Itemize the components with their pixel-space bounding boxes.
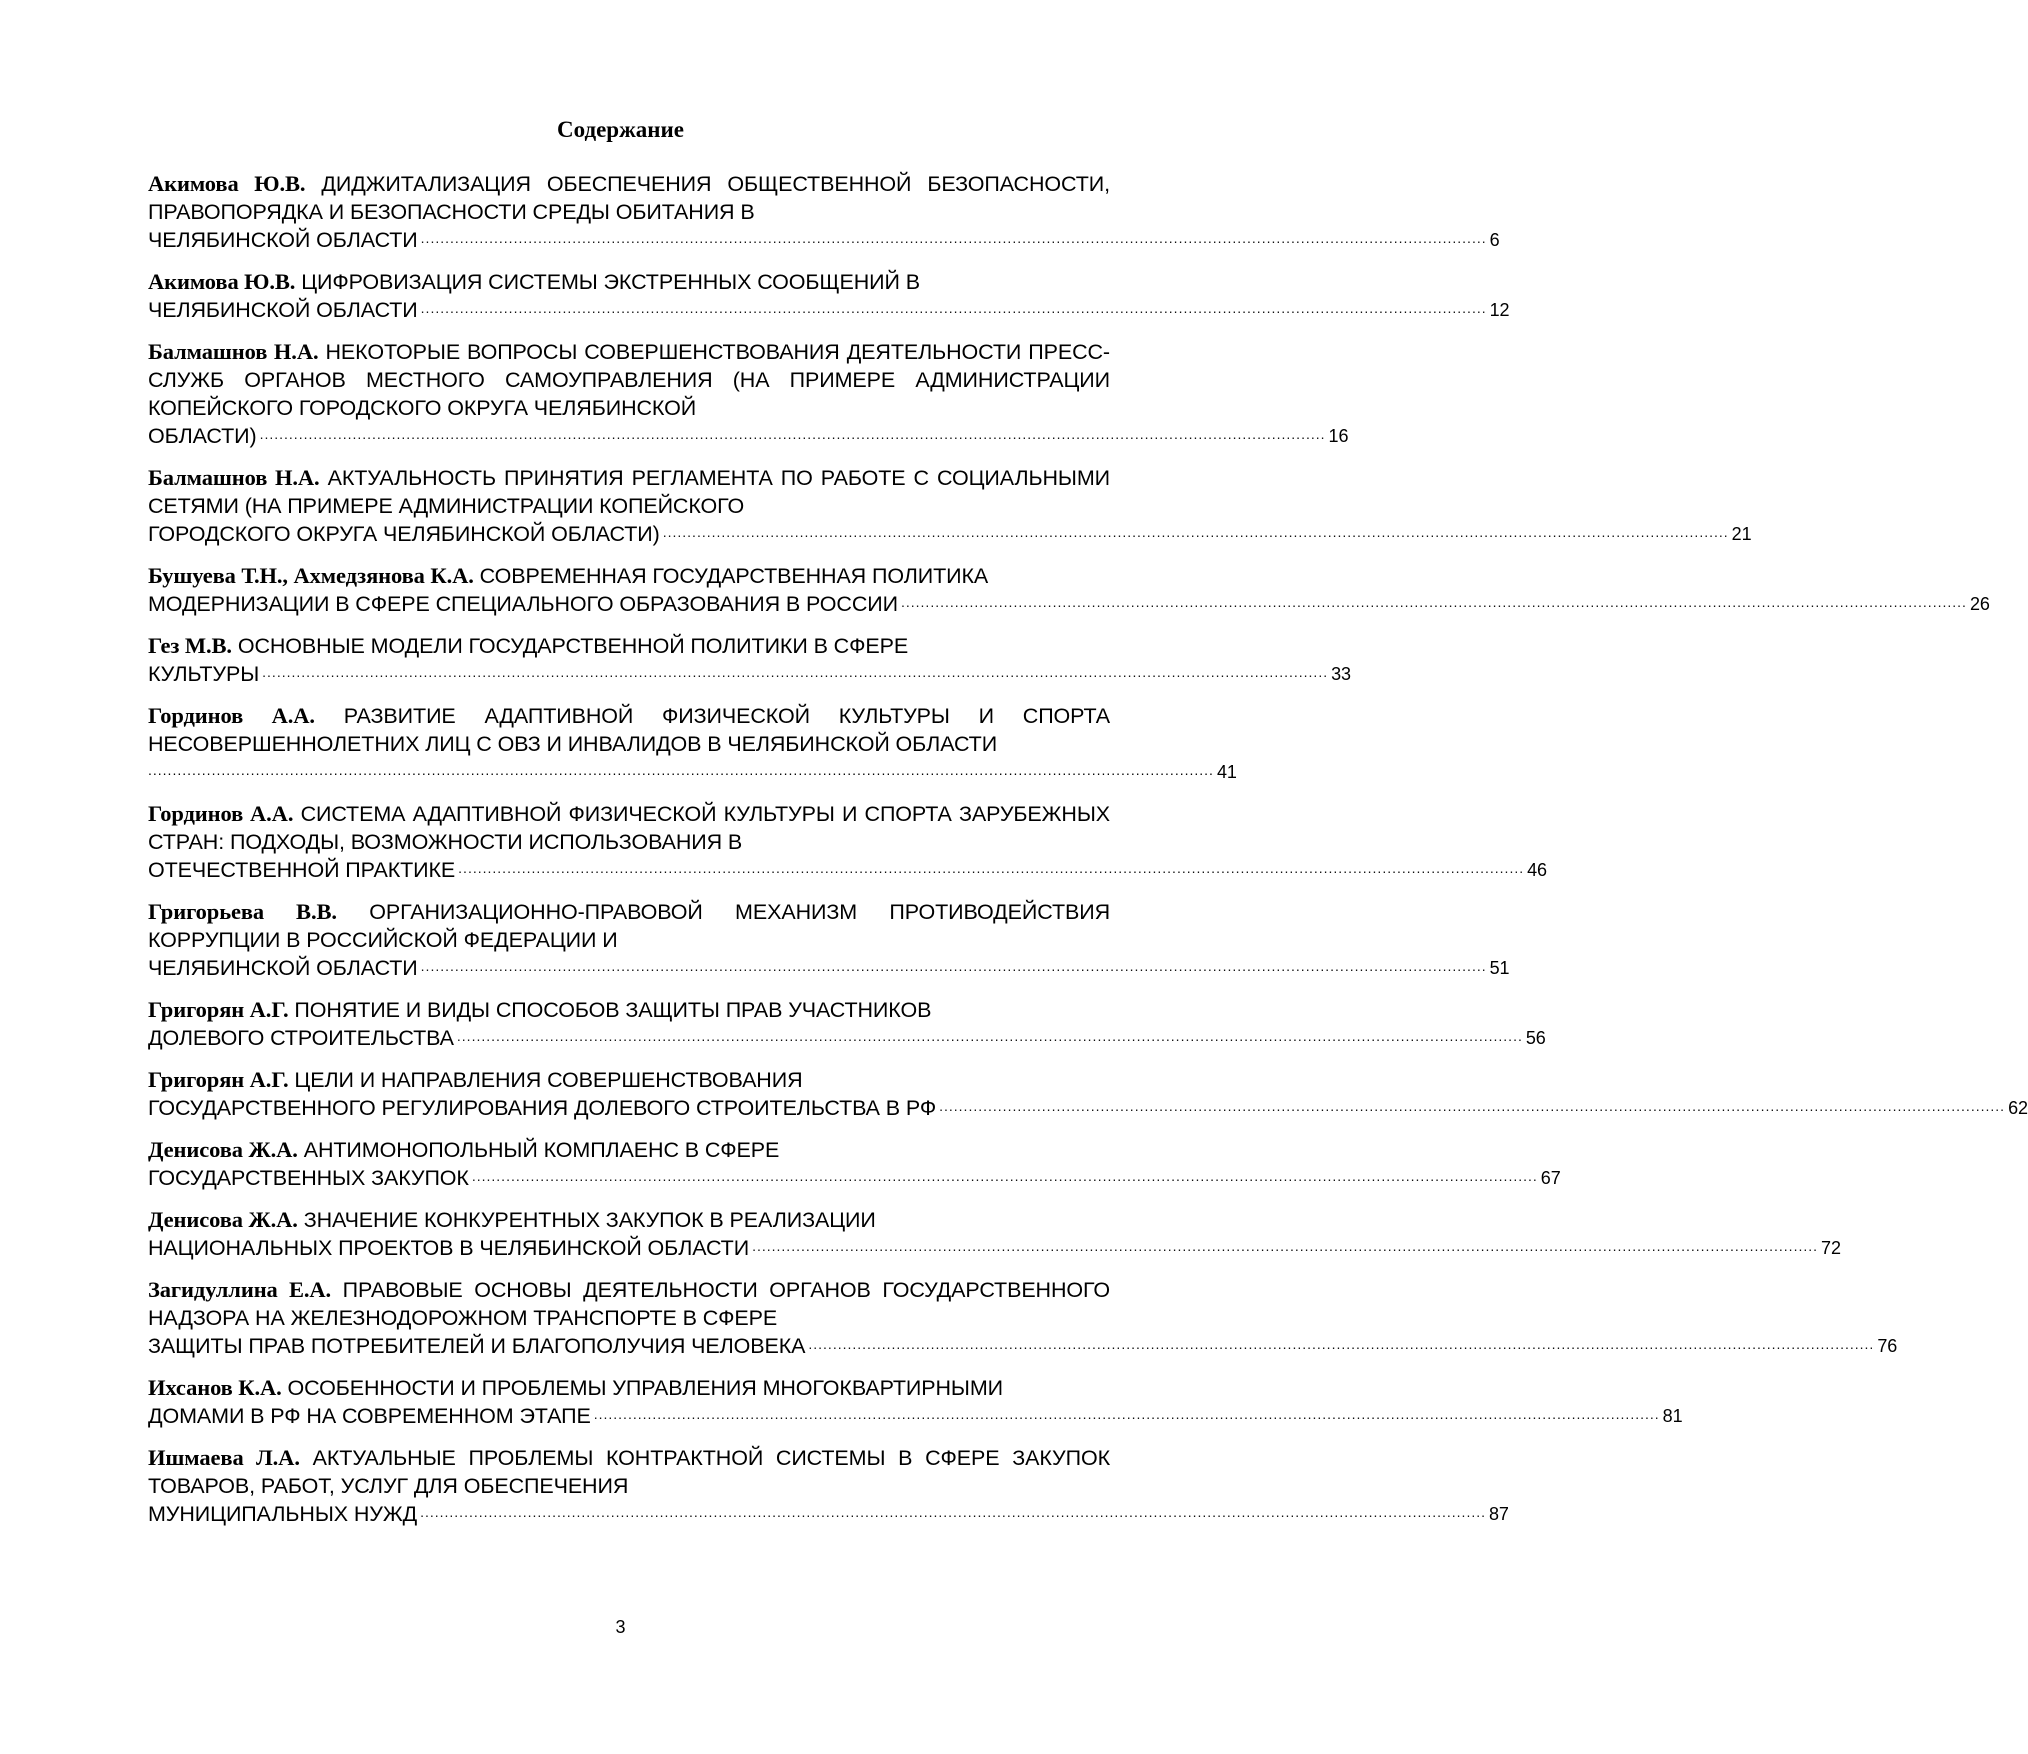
toc-entry[interactable]	[148, 1136, 1561, 1192]
toc-entry-page: 21	[1731, 524, 1752, 544]
toc-entry[interactable]	[148, 1374, 1683, 1430]
toc-entry-page: 56	[1525, 1028, 1546, 1048]
toc-entry[interactable]	[148, 1066, 2028, 1122]
toc-entry-author: Балмашнов Н.А.	[148, 339, 319, 364]
dot-leader: ..........................................................................................................................................................................................................................	[456, 1028, 1523, 1044]
dot-leader: ..........................................................................................................................................................................................................................	[808, 1336, 1875, 1352]
toc-entry[interactable]	[148, 1206, 1841, 1262]
toc-entry-text	[148, 1066, 1110, 1094]
toc-entry-author: Загидуллина Е.А.	[148, 1277, 332, 1302]
toc-entry-page: 16	[1328, 426, 1349, 446]
toc-entry[interactable]	[148, 464, 1752, 548]
table-of-contents	[148, 170, 2028, 1542]
dot-leader: ..........................................................................................................................................................................................................................	[420, 1504, 1487, 1520]
toc-entry-author: Акимова Ю.В.	[148, 171, 306, 196]
toc-entry-leader-line	[148, 856, 1547, 884]
dot-leader: ..........................................................................................................................................................................................................................	[752, 1238, 1819, 1254]
toc-entry-leader-line	[148, 520, 1752, 548]
toc-entry-page: 87	[1489, 1504, 1509, 1524]
toc-entry[interactable]	[148, 1444, 1509, 1528]
toc-entry-page: 46	[1527, 860, 1547, 880]
toc-entry-title: АКТУАЛЬНЫЕ ПРОБЛЕМЫ КОНТРАКТНОЙ СИСТЕМЫ В СФЕРЕ ЗАКУПОК ТОВАРОВ, РАБОТ, УСЛУГ ДЛЯ ОБЕСПЕЧЕНИЯ	[148, 1446, 1111, 1498]
toc-entry-title: НЕКОТОРЫЕ ВОПРОСЫ СОВЕРШЕНСТВОВАНИЯ ДЕЯТЕЛЬНОСТИ ПРЕСС-СЛУЖБ ОРГАНОВ МЕСТНОГО САМОУПРАВЛЕНИЯ (НА ПРИМЕРЕ АДМИНИСТРАЦИИ КОПЕЙСКОГО ГОРОДСКОГО ОКРУГА ЧЕЛЯБИНСКОЙ	[148, 340, 1110, 420]
toc-entry[interactable]	[148, 562, 1990, 618]
toc-entry-author: Акимова Ю.В.	[148, 269, 296, 294]
toc-entry-text	[148, 1136, 1110, 1164]
toc-entry-title-end: ЧЕЛЯБИНСКОЙ ОБЛАСТИ	[148, 228, 418, 252]
toc-entry-title: ОРГАНИЗАЦИОННО-ПРАВОВОЙ МЕХАНИЗМ ПРОТИВОДЕЙСТВИЯ КОРРУПЦИИ В РОССИЙСКОЙ ФЕДЕРАЦИИ И	[148, 900, 1110, 952]
toc-entry-title-end: ОБЛАСТИ)	[148, 424, 257, 448]
toc-entry-text	[148, 268, 1110, 296]
dot-leader: ..........................................................................................................................................................................................................................	[458, 860, 1525, 876]
toc-entry-title-end: МОДЕРНИЗАЦИИ В СФЕРЕ СПЕЦИАЛЬНОГО ОБРАЗОВАНИЯ В РОССИИ	[148, 592, 898, 616]
toc-entry-title: ЦЕЛИ И НАПРАВЛЕНИЯ СОВЕРШЕНСТВОВАНИЯ	[294, 1068, 803, 1092]
toc-entry-leader-line	[148, 1094, 2028, 1122]
toc-entry-title: СИСТЕМА АДАПТИВНОЙ ФИЗИЧЕСКОЙ КУЛЬТУРЫ И СПОРТА ЗАРУБЕЖНЫХ СТРАН: ПОДХОДЫ, ВОЗМОЖНОСТИ ИСПОЛЬЗОВАНИЯ В	[148, 802, 1111, 854]
dot-leader: ..........................................................................................................................................................................................................................	[900, 594, 1967, 610]
toc-entry-title: АНТИМОНОПОЛЬНЫЙ КОМПЛАЕНС В СФЕРЕ	[303, 1138, 780, 1162]
toc-entry-author: Денисова Ж.А.	[148, 1207, 298, 1232]
toc-entry-author: Гординов А.А.	[148, 703, 315, 728]
toc-entry-title-end: ГОСУДАРСТВЕННЫХ ЗАКУПОК	[148, 1166, 469, 1190]
toc-entry-title: ПОНЯТИЕ И ВИДЫ СПОСОБОВ ЗАЩИТЫ ПРАВ УЧАСТНИКОВ	[294, 998, 932, 1022]
toc-entry-leader-line	[148, 590, 1990, 618]
toc-entry-text	[148, 800, 1110, 856]
dot-leader: ..........................................................................................................................................................................................................................	[148, 762, 1214, 778]
toc-entry-leader-line	[148, 296, 1510, 324]
toc-entry-page: 76	[1877, 1336, 1898, 1356]
toc-entry-title-end: ЧЕЛЯБИНСКОЙ ОБЛАСТИ	[148, 956, 418, 980]
toc-entry[interactable]	[148, 996, 1546, 1052]
dot-leader: ..........................................................................................................................................................................................................................	[420, 958, 1487, 974]
toc-entry-leader-line	[148, 1332, 1898, 1360]
toc-entry-author: Гординов А.А.	[148, 801, 294, 826]
toc-entry-text	[148, 170, 1110, 226]
toc-entry[interactable]	[148, 632, 1351, 688]
page-title: Содержание	[557, 117, 684, 142]
toc-entry-page: 6	[1489, 230, 1500, 250]
toc-entry-title-end: ГОСУДАРСТВЕННОГО РЕГУЛИРОВАНИЯ ДОЛЕВОГО СТРОИТЕЛЬСТВА В РФ	[148, 1096, 937, 1120]
toc-entry-page: 81	[1662, 1406, 1683, 1426]
toc-entry-title-end: ЧЕЛЯБИНСКОЙ ОБЛАСТИ	[148, 298, 418, 322]
dot-leader: ..........................................................................................................................................................................................................................	[593, 1406, 1660, 1422]
toc-entry-text	[148, 562, 1110, 590]
toc-entry[interactable]	[148, 338, 1349, 450]
toc-entry-title-end: ГОРОДСКОГО ОКРУГА ЧЕЛЯБИНСКОЙ ОБЛАСТИ)	[148, 522, 660, 546]
toc-entry-title: ОСОБЕННОСТИ И ПРОБЛЕМЫ УПРАВЛЕНИЯ МНОГОКВАРТИРНЫМИ	[287, 1376, 1004, 1400]
toc-entry[interactable]	[148, 268, 1510, 324]
toc-entry-text	[148, 632, 1110, 660]
toc-entry-page: 41	[1216, 762, 1237, 782]
toc-entry-author: Балмашнов Н.А.	[148, 465, 320, 490]
toc-entry-author: Бушуева Т.Н., Ахмедзянова К.А.	[148, 563, 474, 588]
toc-entry-title: СОВРЕМЕННАЯ ГОСУДАРСТВЕННАЯ ПОЛИТИКА	[479, 564, 989, 588]
toc-entry-author: Григорьева В.В.	[148, 899, 337, 924]
toc-entry-leader-line	[148, 660, 1351, 688]
page-number: 3	[615, 1617, 626, 1637]
toc-entry-title: ЗНАЧЕНИЕ КОНКУРЕНТНЫХ ЗАКУПОК В РЕАЛИЗАЦИИ	[303, 1208, 876, 1232]
toc-entry-title-end: ДОМАМИ В РФ НА СОВРЕМЕННОМ ЭТАПЕ	[148, 1404, 591, 1428]
toc-entry-author: Григорян А.Г.	[148, 1067, 289, 1092]
toc-entry-author: Ишмаева Л.А.	[148, 1445, 300, 1470]
dot-leader: ..........................................................................................................................................................................................................................	[420, 230, 1487, 246]
toc-entry-leader-line	[148, 1234, 1841, 1262]
toc-entry-leader-line	[148, 422, 1349, 450]
toc-entry-leader-line	[148, 1500, 1509, 1528]
toc-entry-text	[148, 1444, 1110, 1500]
toc-entry-leader-line	[148, 954, 1510, 982]
toc-entry-author: Гез М.В.	[148, 633, 232, 658]
toc-entry-title-end: ОТЕЧЕСТВЕННОЙ ПРАКТИКЕ	[148, 858, 456, 882]
toc-entry-leader-line	[148, 1164, 1561, 1192]
toc-entry-text	[148, 996, 1110, 1024]
toc-entry-author: Ихсанов К.А.	[148, 1375, 282, 1400]
toc-entry-leader-line	[148, 1024, 1546, 1052]
toc-entry[interactable]	[148, 1276, 1898, 1360]
dot-leader: ..........................................................................................................................................................................................................................	[662, 524, 1729, 540]
toc-entry-text	[148, 898, 1110, 954]
toc-entry-text	[148, 464, 1110, 520]
toc-entry-text	[148, 702, 1110, 758]
dot-leader: ..........................................................................................................................................................................................................................	[259, 426, 1326, 442]
toc-entry-title: АКТУАЛЬНОСТЬ ПРИНЯТИЯ РЕГЛАМЕНТА ПО РАБОТЕ С СОЦИАЛЬНЫМИ СЕТЯМИ (НА ПРИМЕРЕ АДМИНИСТРАЦИИ КОПЕЙСКОГО	[148, 466, 1110, 518]
toc-entry-author: Денисова Ж.А.	[148, 1137, 298, 1162]
toc-entry-page: 72	[1821, 1238, 1841, 1258]
toc-entry-page: 67	[1540, 1168, 1561, 1188]
toc-entry-page: 26	[1969, 594, 1990, 614]
toc-entry[interactable]	[148, 800, 1547, 884]
toc-entry-leader-line	[148, 758, 1237, 786]
toc-entry[interactable]	[148, 702, 1237, 786]
toc-entry-page: 62	[2008, 1098, 2028, 1118]
dot-leader: ..........................................................................................................................................................................................................................	[939, 1098, 2006, 1114]
toc-entry-title: РАЗВИТИЕ АДАПТИВНОЙ ФИЗИЧЕСКОЙ КУЛЬТУРЫ И СПОРТА НЕСОВЕРШЕННОЛЕТНИХ ЛИЦ С ОВЗ И ИНВАЛИДОВ В ЧЕЛЯБИНСКОЙ ОБЛАСТИ	[148, 704, 1111, 756]
toc-entry-text	[148, 1374, 1110, 1402]
toc-entry-leader-line	[148, 226, 1500, 254]
dot-leader: ..........................................................................................................................................................................................................................	[420, 300, 1487, 316]
toc-entry-page: 12	[1489, 300, 1510, 320]
toc-entry[interactable]	[148, 170, 1500, 254]
toc-entry[interactable]	[148, 898, 1510, 982]
dot-leader: ..........................................................................................................................................................................................................................	[262, 664, 1329, 680]
toc-entry-page: 51	[1489, 958, 1510, 978]
toc-entry-title-end: КУЛЬТУРЫ	[148, 662, 260, 686]
toc-entry-title-end: ДОЛЕВОГО СТРОИТЕЛЬСТВА	[148, 1026, 454, 1050]
toc-entry-title: ЦИФРОВИЗАЦИЯ СИСТЕМЫ ЭКСТРЕННЫХ СООБЩЕНИЙ В	[301, 270, 920, 294]
dot-leader: ..........................................................................................................................................................................................................................	[471, 1168, 1538, 1184]
toc-entry-page: 33	[1331, 664, 1351, 684]
toc-entry-title-end: МУНИЦИПАЛЬНЫХ НУЖД	[148, 1502, 418, 1526]
toc-entry-leader-line	[148, 1402, 1683, 1430]
toc-entry-author: Григорян А.Г.	[148, 997, 289, 1022]
toc-entry-title: ПРАВОВЫЕ ОСНОВЫ ДЕЯТЕЛЬНОСТИ ОРГАНОВ ГОСУДАРСТВЕННОГО НАДЗОРА НА ЖЕЛЕЗНОДОРОЖНОМ ТРАНСПОРТЕ В СФЕРЕ	[148, 1278, 1110, 1330]
toc-entry-title: ДИДЖИТАЛИЗАЦИЯ ОБЕСПЕЧЕНИЯ ОБЩЕСТВЕННОЙ БЕЗОПАСНОСТИ, ПРАВОПОРЯДКА И БЕЗОПАСНОСТИ СРЕДЫ ОБИТАНИЯ В	[148, 172, 1110, 224]
toc-entry-title-end: ЗАЩИТЫ ПРАВ ПОТРЕБИТЕЛЕЙ И БЛАГОПОЛУЧИЯ ЧЕЛОВЕКА	[148, 1334, 806, 1358]
toc-entry-text	[148, 1206, 1110, 1234]
toc-entry-text	[148, 1276, 1110, 1332]
toc-entry-text	[148, 338, 1110, 422]
toc-entry-title: ОСНОВНЫЕ МОДЕЛИ ГОСУДАРСТВЕННОЙ ПОЛИТИКИ В СФЕРЕ	[237, 634, 909, 658]
toc-entry-title-end: НАЦИОНАЛЬНЫХ ПРОЕКТОВ В ЧЕЛЯБИНСКОЙ ОБЛАСТИ	[148, 1236, 750, 1260]
